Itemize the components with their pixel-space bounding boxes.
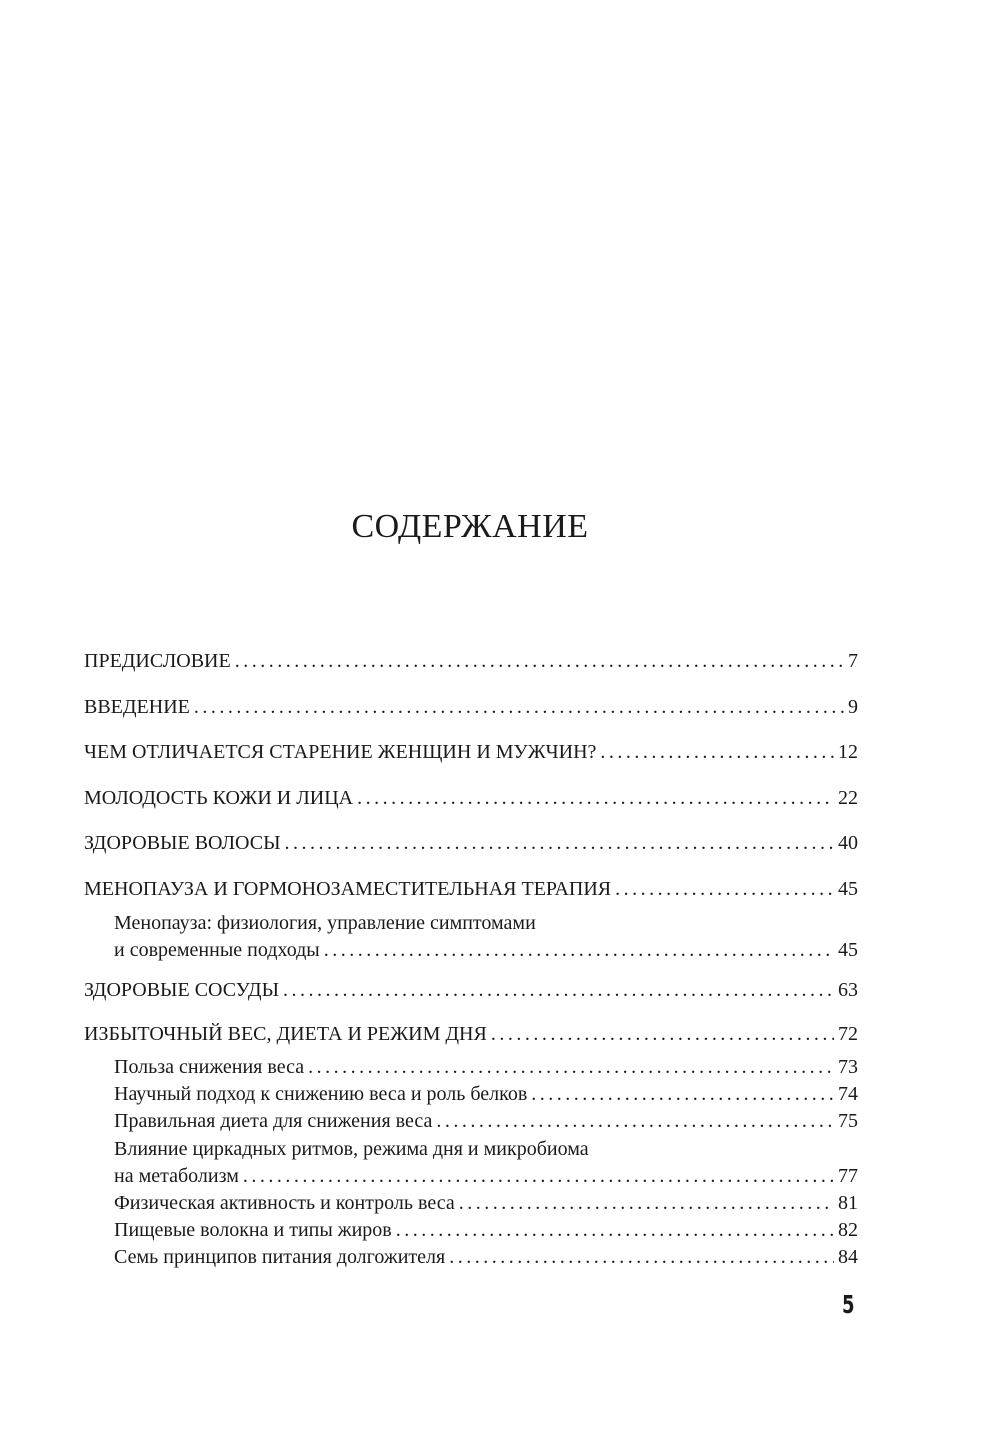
toc-leader bbox=[396, 1219, 834, 1242]
toc-label: МЕНОПАУЗА И ГОРМОНОЗАМЕСТИТЕЛЬНАЯ ТЕРАПИЯ bbox=[84, 878, 612, 900]
toc-label: и современные подходы bbox=[114, 939, 320, 961]
toc-entry-menopause[interactable] bbox=[84, 878, 858, 901]
toc-leader bbox=[615, 878, 834, 901]
toc-subentry-circadian-line1[interactable]: Влияние циркадных ритмов, режима дня и микробиома bbox=[114, 1138, 589, 1160]
toc-subentry-weight-benefits[interactable] bbox=[114, 1056, 858, 1079]
toc-leader bbox=[357, 787, 834, 810]
toc-subentry-menopause[interactable] bbox=[114, 939, 858, 962]
toc-subentry-scientific-approach[interactable] bbox=[114, 1083, 858, 1106]
toc-page-number: 75 bbox=[838, 1110, 858, 1132]
toc-label: ИЗБЫТОЧНЫЙ ВЕС, ДИЕТА И РЕЖИМ ДНЯ bbox=[84, 1023, 487, 1045]
toc-page-number: 63 bbox=[838, 979, 858, 1001]
toc-page-number: 9 bbox=[848, 696, 858, 718]
toc-label: ЗДОРОВЫЕ СОСУДЫ bbox=[84, 979, 280, 1001]
toc-subentry-seven-principles[interactable] bbox=[114, 1246, 858, 1269]
toc-entry-skin[interactable] bbox=[84, 787, 858, 810]
toc-subentry-right-diet[interactable] bbox=[114, 1110, 858, 1133]
toc-label: Правильная диета для снижения веса bbox=[114, 1110, 433, 1132]
toc-entry-hair[interactable] bbox=[84, 832, 858, 855]
toc-subentry-menopause-line1[interactable]: Менопауза: физиология, управление симптомами bbox=[114, 912, 536, 934]
toc-label: ЗДОРОВЫЕ ВОЛОСЫ bbox=[84, 832, 281, 854]
toc-leader bbox=[243, 1165, 834, 1188]
toc-leader bbox=[194, 696, 844, 719]
toc-leader bbox=[449, 1246, 834, 1269]
toc-page-number: 77 bbox=[838, 1165, 858, 1187]
toc-page-number: 74 bbox=[838, 1083, 858, 1105]
toc-leader bbox=[600, 741, 834, 764]
toc-leader bbox=[235, 650, 844, 673]
toc-leader bbox=[285, 832, 834, 855]
toc-label: ЧЕМ ОТЛИЧАЕТСЯ СТАРЕНИЕ ЖЕНЩИН И МУЖЧИН? bbox=[84, 741, 597, 763]
toc-label: ПРЕДИСЛОВИЕ bbox=[84, 650, 231, 672]
toc-subentry-circadian[interactable] bbox=[114, 1165, 858, 1188]
toc-entry-aging-differences[interactable] bbox=[84, 741, 858, 764]
toc-leader bbox=[308, 1056, 834, 1079]
toc-entry-introduction[interactable] bbox=[84, 696, 858, 719]
toc-page-number: 12 bbox=[838, 741, 858, 763]
toc-entry-weight[interactable] bbox=[84, 1023, 858, 1046]
toc-label: Семь принципов питания долгожителя bbox=[114, 1246, 446, 1268]
toc-page-number: 84 bbox=[838, 1246, 858, 1268]
toc-entry-vessels[interactable] bbox=[84, 979, 858, 1002]
toc-leader bbox=[283, 979, 834, 1002]
toc-page-number: 45 bbox=[838, 878, 858, 900]
toc-leader bbox=[324, 939, 834, 962]
toc-entry-preface[interactable] bbox=[84, 650, 858, 673]
toc-label: ВВЕДЕНИЕ bbox=[84, 696, 190, 718]
page-title: СОДЕРЖАНИЕ bbox=[351, 508, 589, 545]
toc-leader bbox=[436, 1110, 834, 1133]
toc-page-number: 82 bbox=[838, 1219, 858, 1241]
toc-label: Физическая активность и контроль веса bbox=[114, 1192, 455, 1214]
toc-page-number: 7 bbox=[848, 650, 858, 672]
toc-label: на метаболизм bbox=[114, 1165, 239, 1187]
toc-page-number: 81 bbox=[838, 1192, 858, 1214]
toc-subentry-activity[interactable] bbox=[114, 1192, 858, 1215]
toc-leader bbox=[459, 1192, 834, 1215]
toc-leader bbox=[491, 1023, 834, 1046]
toc-leader bbox=[531, 1083, 834, 1106]
toc-page-number: 72 bbox=[838, 1023, 858, 1045]
toc-label: Пищевые волокна и типы жиров bbox=[114, 1219, 392, 1241]
page-number: 5 bbox=[842, 1290, 855, 1319]
toc-page-number: 73 bbox=[838, 1056, 858, 1078]
toc-page-number: 40 bbox=[838, 832, 858, 854]
toc-page-number: 22 bbox=[838, 787, 858, 809]
toc-label: МОЛОДОСТЬ КОЖИ И ЛИЦА bbox=[84, 787, 354, 809]
toc-page-number: 45 bbox=[838, 939, 858, 961]
toc-subentry-fiber-fats[interactable] bbox=[114, 1219, 858, 1242]
toc-label: Научный подход к снижению веса и роль белков bbox=[114, 1083, 528, 1105]
toc-label: Польза снижения веса bbox=[114, 1056, 305, 1078]
